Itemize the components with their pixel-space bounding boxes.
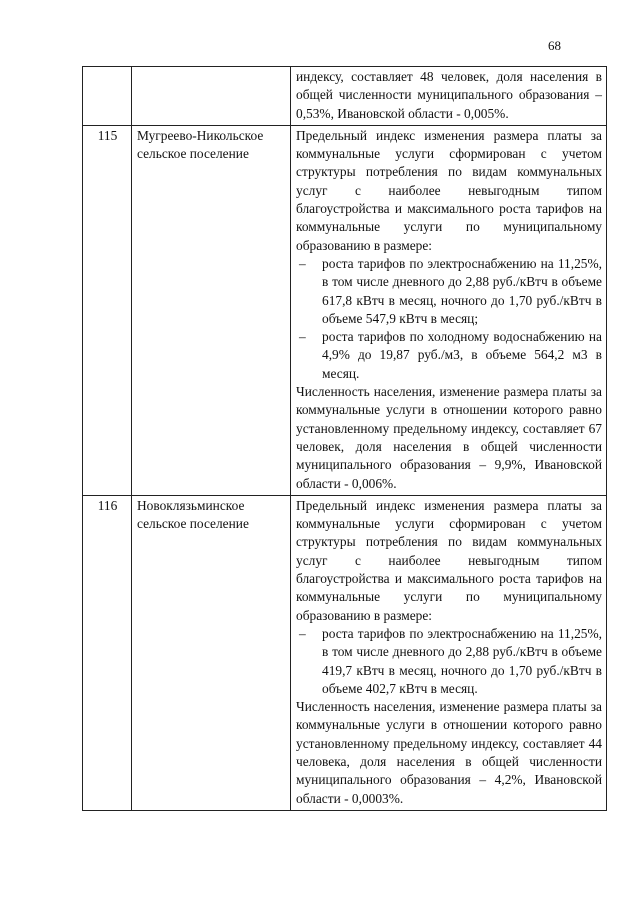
tariff-list xyxy=(296,255,602,383)
list-item: – роста тарифов по электроснабжению на 11,25%, в том числе дневного до 2,88 руб./кВтч в объеме 419,7 кВтч в месяц, ночного до 1,70 руб./кВтч в объеме 402,7 кВтч в месяц. xyxy=(299,625,602,696)
municipality-table xyxy=(82,66,607,811)
tariff-list xyxy=(296,625,602,698)
population-text: Численность населения, изменение размера платы за коммунальные услуги в отношении которого равно установленному предельному индексу, составляет 67 человек, доля населения в общей численности муниципального образования – 9,9%, Ивановской области - 0,006%. xyxy=(296,384,602,491)
description-cell xyxy=(291,67,607,126)
table-row xyxy=(83,67,607,126)
municipality-name: Новоклязьминское сельское поселение xyxy=(132,495,291,810)
bullet-marker: – xyxy=(299,329,306,345)
table-row xyxy=(83,125,607,495)
description-cell xyxy=(291,125,607,495)
intro-text: Предельный индекс изменения размера платы за коммунальные услуги сформирован с учетом структуры потребления по видам коммунальных услуг с наиболее невыгодным типом благоустройства и максимального роста тарифов на коммунальные услуги по муниципальному образованию в размере: xyxy=(296,497,602,623)
municipality-name: Мугреево-Никольское сельское поселение xyxy=(132,125,291,495)
bullet-marker: – xyxy=(299,625,306,641)
continuation-text: индексу, составляет 48 человек, доля населения в общей численности муниципального образования – 0,53%, Ивановской области - 0,005%. xyxy=(296,69,602,121)
row-number xyxy=(83,67,132,126)
page-number: 68 xyxy=(548,38,561,53)
row-number: 115 xyxy=(83,125,132,495)
row-number: 116 xyxy=(83,495,132,810)
list-item: – роста тарифов по холодному водоснабжению на 4,9% до 19,87 руб./м3, в объеме 564,2 м3 в месяц. xyxy=(299,329,602,381)
description-cell xyxy=(291,495,607,810)
list-item: – роста тарифов по электроснабжению на 11,25%, в том числе дневного до 2,88 руб./кВтч в объеме 617,8 кВтч в месяц, ночного до 1,70 руб./кВтч в объеме 547,9 кВтч в месяц; xyxy=(299,255,602,326)
intro-text: Предельный индекс изменения размера платы за коммунальные услуги сформирован с учетом структуры потребления по видам коммунальных услуг с наиболее невыгодным типом благоустройства и максимального роста тарифов на коммунальные услуги по муниципальному образованию в размере: xyxy=(296,127,602,253)
bullet-marker: – xyxy=(299,255,306,271)
municipality-name xyxy=(132,67,291,126)
table-row xyxy=(83,495,607,810)
population-text: Численность населения, изменение размера платы за коммунальные услуги в отношении которого равно установленному предельному индексу, составляет 44 человека, доля населения в общей численности муниципального образования – 4,2%, Ивановской области - 0,0003%. xyxy=(296,699,602,806)
